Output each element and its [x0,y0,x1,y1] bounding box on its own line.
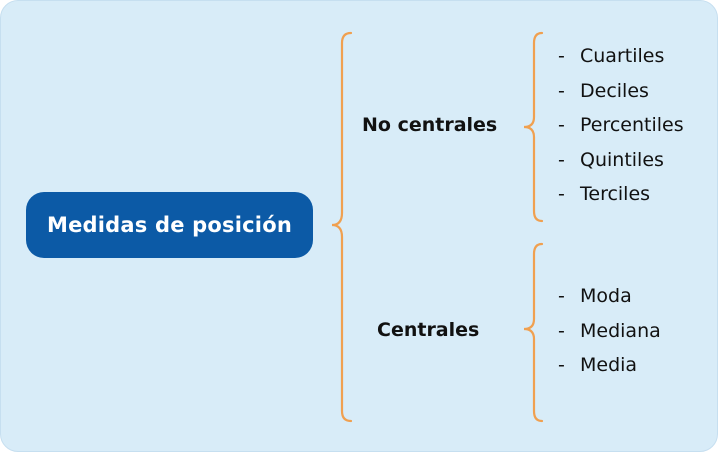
group-label-no-centrales: No centrales [362,114,498,136]
list-item-label: Terciles [580,183,651,205]
main-brace [332,33,351,421]
list-item-label: Quintiles [580,148,664,171]
bullet-dash: - [558,45,565,67]
list-item [558,177,684,212]
list-item [558,314,661,349]
list-item-label: Cuartiles [580,45,665,67]
list-item-label: Media [580,354,638,376]
bullet-dash: - [558,148,565,171]
list-item [558,74,684,109]
no-centrales-list [558,39,684,212]
list-item-label: Mediana [580,319,661,342]
list-item [558,348,661,383]
root-node-label: Medidas de posición [47,213,292,237]
bullet-dash: - [558,79,565,102]
no-centrales-brace [524,33,542,221]
bullet-dash: - [558,319,565,342]
list-item-label: Percentiles [580,114,684,136]
list-item [558,108,684,143]
list-item [558,39,684,74]
bullet-dash: - [558,183,565,205]
list-item-label: Moda [580,285,632,307]
centrales-list [558,279,661,383]
group-label-centrales: Centrales [377,319,480,341]
bullet-dash: - [558,285,565,307]
list-item [558,279,661,314]
bullet-dash: - [558,114,565,136]
list-item [558,143,684,178]
centrales-brace [524,244,542,421]
bullet-dash: - [558,354,565,376]
list-item-label: Deciles [580,79,649,102]
